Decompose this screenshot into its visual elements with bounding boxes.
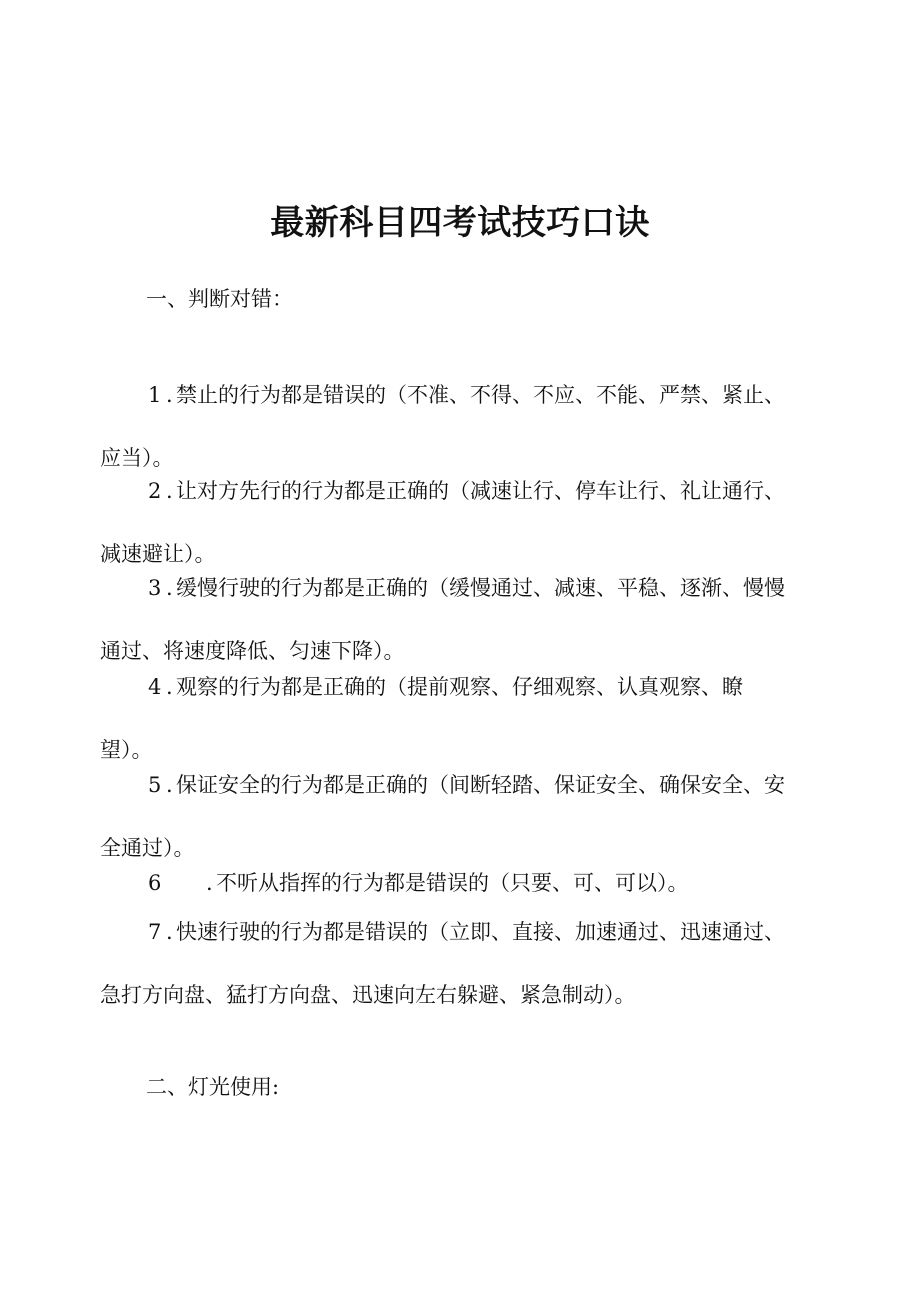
list-item-7-first-line xyxy=(100,917,818,947)
list-item-text: 缓慢行驶的行为都是正确的（缓慢通过、减速、平稳、逐渐、慢慢 xyxy=(176,576,785,600)
list-item-text: 不听从指挥的行为都是错误的（只要、可、可以）。 xyxy=(216,871,689,895)
list-item-number: 2 xyxy=(148,479,162,503)
list-item-text: 禁止的行为都是错误的（不准、不得、不应、不能、严禁、紧止、 xyxy=(176,383,785,407)
list-item-dot: . xyxy=(166,576,173,600)
section-heading-lighting: 二、灯光使用: xyxy=(146,1075,280,1099)
list-item-2-continuation: 减速避让）。 xyxy=(100,542,216,566)
list-item-3-continuation: 通过、将速度降低、匀速下降）。 xyxy=(100,639,405,663)
list-item-2 xyxy=(100,476,818,569)
list-item-number: 1 xyxy=(148,383,162,407)
list-item-number: 4 xyxy=(148,675,162,699)
document-title: 最新科目四考试技巧口诀 xyxy=(270,202,650,243)
list-item-4-first-line xyxy=(100,672,818,702)
list-item-text: 观察的行为都是正确的（提前观察、仔细观察、认真观察、瞭 xyxy=(176,675,743,699)
list-item-dot: . xyxy=(166,479,173,503)
list-item-1-first-line xyxy=(100,380,818,410)
list-item-text: 快速行驶的行为都是错误的（立即、直接、加速通过、迅速通过、 xyxy=(176,920,785,944)
list-item-4 xyxy=(100,672,818,765)
list-item-number: 3 xyxy=(148,576,162,600)
section-heading-judgment: 一、判断对错： xyxy=(146,287,293,311)
list-item-4-continuation: 望）。 xyxy=(100,738,153,762)
list-item-dot: . xyxy=(166,383,173,407)
list-item-dot: . xyxy=(166,773,173,797)
list-item-text: 保证安全的行为都是正确的（间断轻踏、保证安全、确保安全、安 xyxy=(176,773,785,797)
list-item-dot: . xyxy=(166,920,173,944)
list-item-6-first-line xyxy=(100,868,818,898)
list-item-5-continuation: 全通过）。 xyxy=(100,836,195,860)
list-item-number: 6 xyxy=(148,871,162,895)
list-item-text: 让对方先行的行为都是正确的（减速让行、停车让行、礼让通行、 xyxy=(176,479,785,503)
list-item-dot: . xyxy=(166,675,173,699)
list-item-number: 7 xyxy=(148,920,162,944)
list-item-5 xyxy=(100,770,818,863)
list-item-6 xyxy=(100,868,818,898)
list-item-1 xyxy=(100,380,818,473)
list-item-3-first-line xyxy=(100,573,818,603)
list-item-dot: . xyxy=(206,871,213,895)
list-item-5-first-line xyxy=(100,770,818,800)
list-item-7 xyxy=(100,917,818,1010)
list-item-3 xyxy=(100,573,818,666)
list-item-7-continuation: 急打方向盘、猛打方向盘、迅速向左右躲避、紧急制动）。 xyxy=(100,983,636,1007)
list-item-2-first-line xyxy=(100,476,818,506)
list-item-1-continuation: 应当）。 xyxy=(100,446,174,470)
list-item-number: 5 xyxy=(148,773,162,797)
